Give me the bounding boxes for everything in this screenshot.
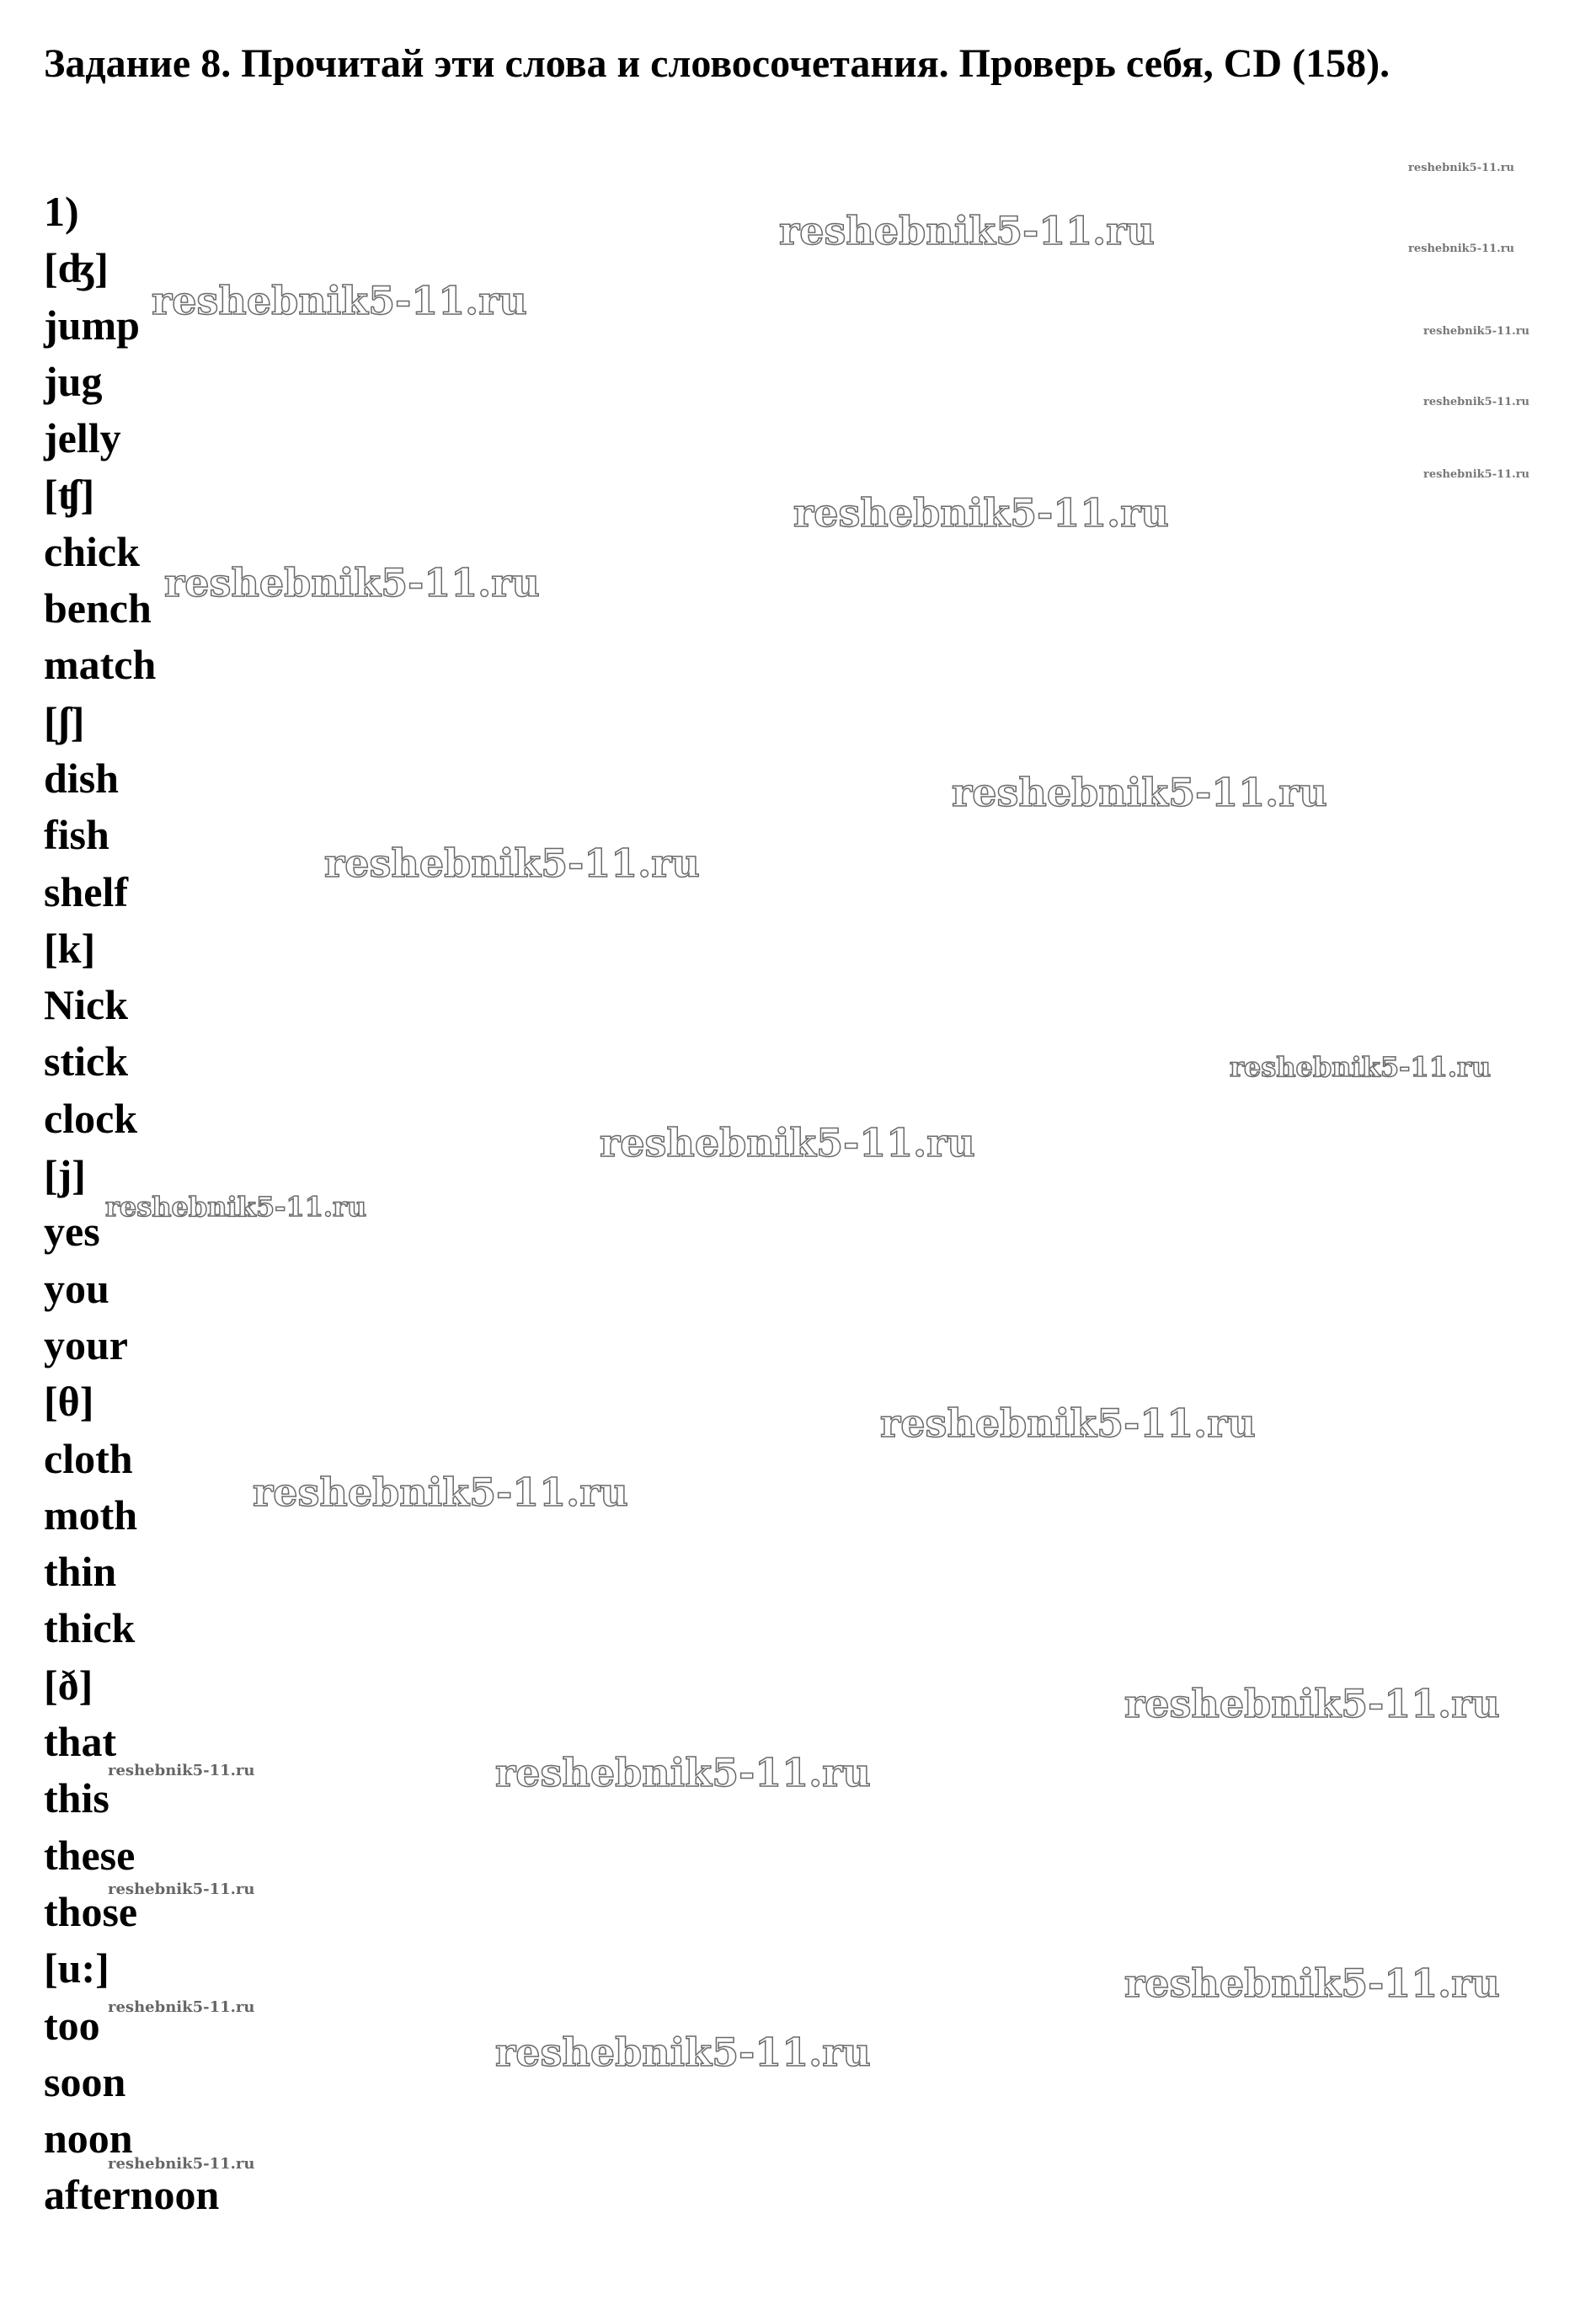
watermark: reshebnik5-11.ru [779, 208, 1155, 253]
phoneme-label: [j] [44, 1151, 86, 1199]
watermark: reshebnik5-11.ru [108, 2155, 255, 2173]
task-title: Задание 8. Прочитай эти слова и словосочетания. Проверь себя, CD (158). [44, 41, 1390, 86]
word: chick [44, 527, 140, 575]
word: Nick [44, 981, 128, 1029]
watermark: reshebnik5-11.ru [105, 1191, 367, 1223]
word: moth [44, 1491, 138, 1539]
word: clock [44, 1094, 138, 1142]
phoneme-label: [θ] [44, 1378, 94, 1426]
watermark: reshebnik5-11.ru [880, 1400, 1256, 1446]
word: jug [44, 357, 103, 405]
watermark: reshebnik5-11.ru [1408, 243, 1515, 255]
watermark: reshebnik5-11.ru [253, 1470, 628, 1515]
watermark: reshebnik5-11.ru [108, 1880, 255, 1898]
phoneme-label: [ʤ] [44, 244, 109, 292]
word: these [44, 1831, 136, 1879]
watermark: reshebnik5-11.ru [1124, 1960, 1500, 2006]
section-number: 1) [44, 188, 79, 235]
word: you [44, 1264, 109, 1312]
word: your [44, 1320, 128, 1368]
word: fish [44, 811, 109, 859]
watermark: reshebnik5-11.ru [1124, 1681, 1500, 1726]
phoneme-label: [k] [44, 924, 96, 972]
watermark: reshebnik5-11.ru [793, 490, 1169, 536]
watermark: reshebnik5-11.ru [952, 770, 1327, 815]
word: jelly [44, 414, 121, 462]
watermark: reshebnik5-11.ru [1423, 468, 1530, 481]
watermark: reshebnik5-11.ru [152, 278, 527, 323]
word: cloth [44, 1434, 133, 1482]
phoneme-label: [u:] [44, 1944, 109, 1992]
watermark: reshebnik5-11.ru [495, 2030, 871, 2075]
watermark: reshebnik5-11.ru [1423, 396, 1530, 408]
watermark: reshebnik5-11.ru [108, 1998, 255, 2016]
word: thick [44, 1604, 136, 1652]
watermark: reshebnik5-11.ru [324, 840, 700, 886]
word: dish [44, 754, 119, 802]
phoneme-label: [ð] [44, 1661, 93, 1709]
word: soon [44, 2057, 126, 2105]
word: yes [44, 1208, 100, 1256]
word: afternoon [44, 2171, 220, 2219]
word: those [44, 1887, 138, 1935]
word: too [44, 2001, 100, 2049]
word: this [44, 1774, 109, 1822]
word: shelf [44, 867, 128, 915]
phoneme-label: [ʃ] [44, 697, 85, 745]
watermark: reshebnik5-11.ru [495, 1750, 871, 1795]
watermark: reshebnik5-11.ru [1408, 162, 1515, 174]
watermark: reshebnik5-11.ru [1230, 1051, 1492, 1083]
phoneme-label: [ʧ] [44, 471, 95, 519]
word: match [44, 641, 157, 689]
word: thin [44, 1548, 117, 1596]
word: stick [44, 1037, 128, 1085]
watermark: reshebnik5-11.ru [1423, 325, 1530, 338]
watermark: reshebnik5-11.ru [600, 1120, 975, 1166]
word: jump [44, 301, 140, 349]
word: that [44, 1718, 117, 1766]
watermark: reshebnik5-11.ru [108, 1762, 255, 1779]
word: bench [44, 584, 152, 632]
watermark: reshebnik5-11.ru [164, 560, 540, 605]
word: noon [44, 2115, 133, 2163]
